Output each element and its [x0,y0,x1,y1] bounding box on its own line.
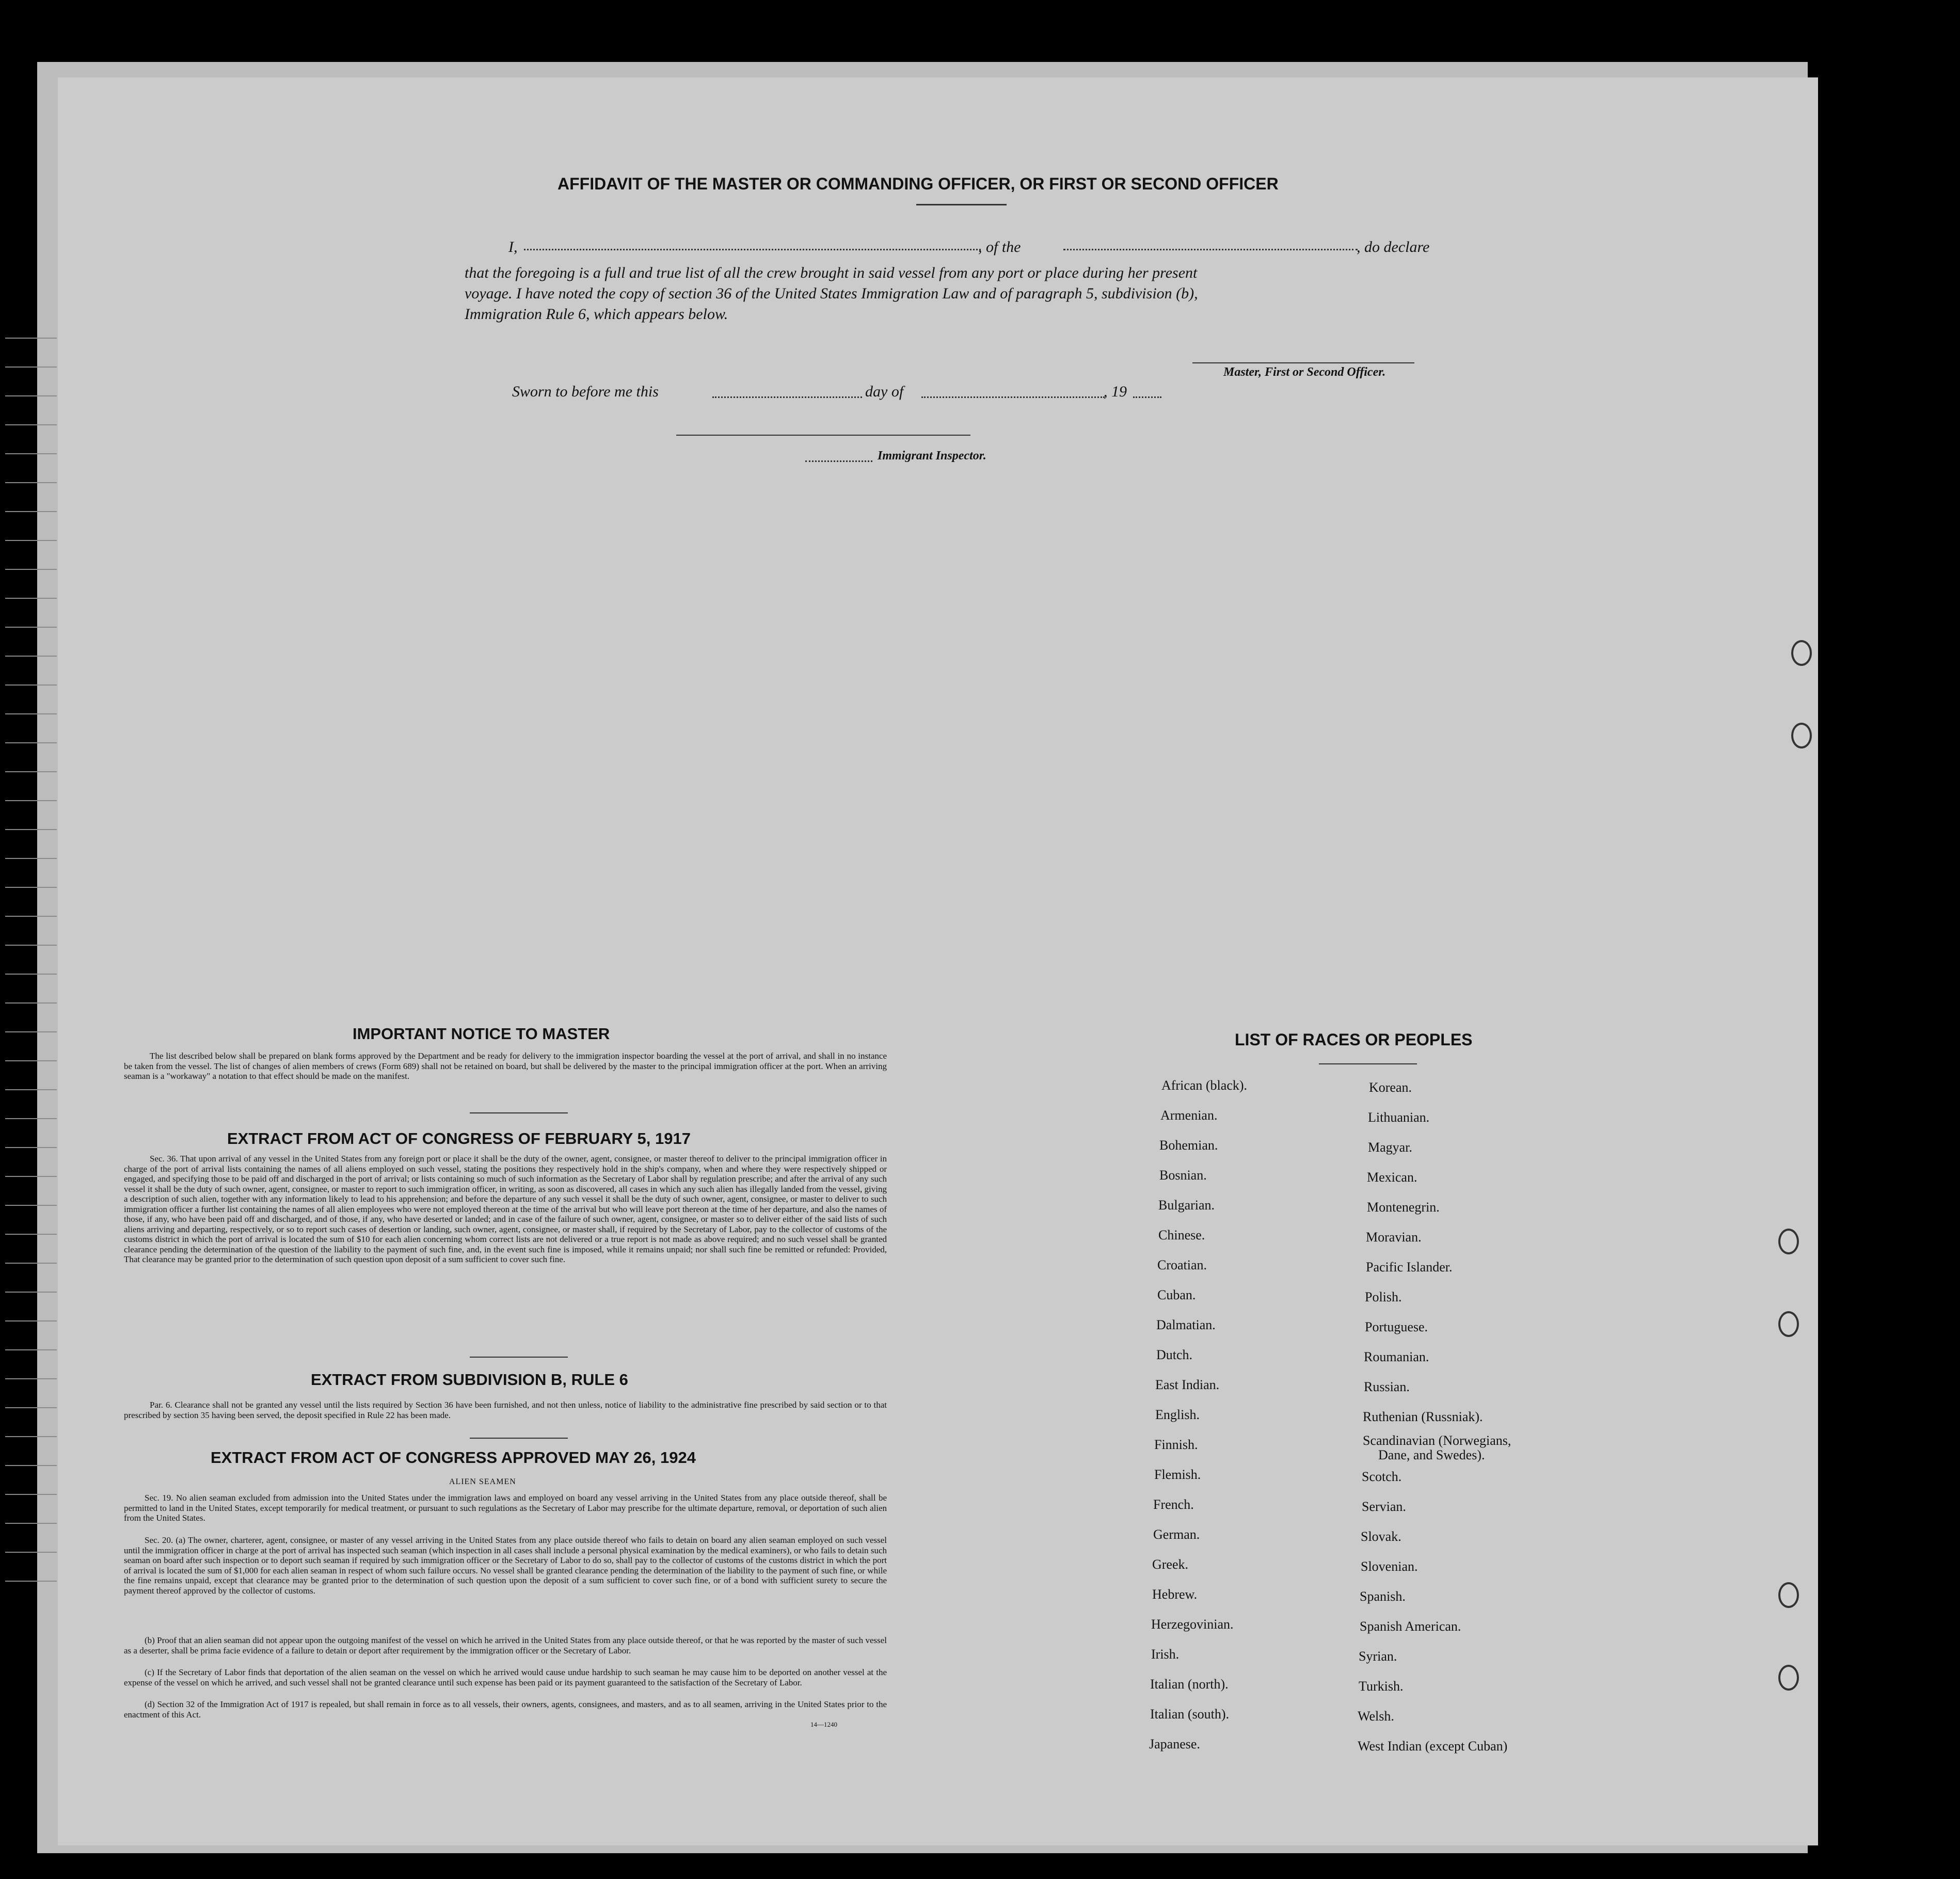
extract-rule6-title: EXTRACT FROM SUBDIVISION B, RULE 6 [311,1371,628,1389]
sworn-day-field[interactable] [712,396,862,398]
race-item: Armenian. [1160,1108,1218,1123]
section-rule [470,1112,568,1113]
name-field[interactable] [524,249,981,250]
race-item: Portuguese. [1365,1319,1428,1334]
race-item: Finnish. [1154,1437,1198,1452]
extract-1924-sec20d: (d) Section 32 of the Immigration Act of 1917 is repealed, but shall remain in force as to all vessels, their owners, agents, consignees, and masters, and as to all seamen, arriving in the United States prior to the enactment of this Act. [124,1699,887,1719]
punch-hole [1778,1665,1799,1691]
notice-body: The list described below shall be prepared on blank forms approved by the Department and be ready for delivery to the immigration inspector boarding the vessel at the port of arrival, and shall in no instance be taken from the vessel. The list of changes of alien members of crews (Form 689) shall not be retained on board, but shall be delivered by the master to the principal immigration officer at the port. When an arriving seaman is a "workaway" a notation to that effect should be made on the manifest. [124,1051,887,1081]
affidavit-text-line1: that the foregoing is a full and true list of all the crew brought in said vessel from any port or place during her present [465,264,1198,281]
race-item: Flemish. [1154,1467,1201,1482]
race-item: English. [1155,1407,1200,1422]
race-item: Spanish. [1360,1589,1406,1604]
race-item: Scandinavian (Norwegians, [1363,1433,1511,1448]
race-item: Croatian. [1157,1257,1207,1272]
race-item: Spanish American. [1360,1619,1461,1634]
race-item: African (black). [1161,1078,1248,1093]
affidavit-do-declare: , do declare [1357,238,1430,256]
sworn-label: Sworn to before me this [512,383,659,400]
extract-1924-sec20c: (c) If the Secretary of Labor finds that deportation of the alien seaman on the vessel on which he arrived would cause undue hardship to such seaman he may cause him to be deported on another vessel at the expense of the vessel on which he arrived, and such vessel shall not be granted clearance until such expense has been paid or its payment guaranteed to the satisfaction of the Secretary of Labor. [124,1667,887,1687]
races-title-rule [1319,1063,1417,1064]
races-title: LIST OF RACES OR PEOPLES [1235,1030,1473,1049]
affidavit-text-line2: voyage. I have noted the copy of section 36 of the United States Immigration Law and of paragraph 5, subdivision (b), [465,285,1198,302]
extract-1924-title: EXTRACT FROM ACT OF CONGRESS APPROVED MAY 26, 1924 [211,1448,696,1467]
race-item: Slovenian. [1361,1559,1418,1574]
affidavit-title: AFFIDAVIT OF THE MASTER OR COMMANDING OFFICER, OR FIRST OR SECOND OFFICER [557,174,1279,193]
race-item: Herzegovinian. [1151,1617,1234,1632]
race-item: West Indian (except Cuban) [1358,1739,1508,1754]
notice-title: IMPORTANT NOTICE TO MASTER [353,1025,610,1043]
extract-1917-title: EXTRACT FROM ACT OF CONGRESS OF FEBRUARY 5, 1917 [227,1129,691,1148]
section-rule [470,1438,568,1439]
punch-hole [1778,1229,1799,1254]
year-label: , 19 [1104,383,1127,400]
margin-lines [5,310,57,1600]
signature-field[interactable] [1192,362,1414,363]
race-item: Welsh. [1358,1709,1394,1724]
extract-1924-sec20b: (b) Proof that an alien seaman did not appear upon the outgoing manifest of the vessel on which he arrived in the United States from any place outside thereof, or that he was reported by the master of such vessel as a deserter, shall be prima facie evidence of a failure to detain or deport after requirement by the immigration officer or the Secretary of Labor. [124,1635,887,1655]
race-item: Slovak. [1361,1529,1401,1544]
race-item: Dalmatian. [1156,1317,1216,1332]
race-item: Roumanian. [1364,1349,1429,1364]
race-item: Hebrew. [1152,1587,1198,1602]
race-item: German. [1153,1527,1200,1542]
race-item: Japanese. [1149,1737,1200,1751]
race-item: Italian (north). [1150,1677,1229,1692]
race-item: Moravian. [1366,1230,1422,1245]
extract-1924-subtitle: ALIEN SEAMEN [449,1477,516,1486]
inspector-name-field[interactable] [805,460,872,462]
affidavit-of-the: , of the [978,238,1021,256]
day-of-label: day of [865,383,904,400]
vessel-field[interactable] [1063,249,1358,250]
affidavit-i-label: I, [508,238,518,256]
sworn-year-field[interactable] [1133,396,1161,398]
sworn-month-field[interactable] [921,396,1105,398]
race-item: Chinese. [1158,1228,1205,1243]
punch-hole [1778,1311,1799,1337]
inspector-signature-field[interactable] [676,435,970,436]
signature-label: Master, First or Second Officer. [1223,365,1386,379]
race-item: Mexican. [1367,1170,1417,1185]
extract-rule6-body: Par. 6. Clearance shall not be granted any vessel until the lists required by Section 36 have been furnished, and not then unless, notice of liability to the administrative fine prescribed by said section or to that prescribed by section 35 having been served, the deposit specified in Rule 22 has been made. [124,1400,887,1420]
section-rule [470,1357,568,1358]
race-item: Ruthenian (Russniak). [1363,1409,1483,1424]
race-item: Bosnian. [1159,1168,1207,1183]
race-item: Montenegrin. [1367,1200,1440,1215]
extract-1924-sec19: Sec. 19. No alien seaman excluded from admission into the United States under the immigration laws and employed on board any vessel arriving in the United States from any place outside thereof, shall be permitted to land in the United States, except temporarily for medical treatment, or pursuant to such regulations as the Secretary of Labor may prescribe for the ultimate departure, removal, or deportation of such alien from the United States. [124,1493,887,1523]
inspector-label: Immigrant Inspector. [878,449,986,463]
race-item: Irish. [1151,1647,1180,1662]
punch-hole [1791,640,1812,666]
race-item: Korean. [1369,1080,1412,1095]
punch-hole [1791,723,1812,749]
race-item: Greek. [1152,1557,1189,1572]
race-item: Lithuanian. [1368,1110,1430,1125]
extract-1917-body: Sec. 36. That upon arrival of any vessel in the United States from any foreign port or place it shall be the duty of the owner, agent, consignee, or master thereof to deliver to the principal immigration officer in charge of the port of arrival lists containing the names of all aliens employed on such vessel, stating the positions they respectively hold in the ship's company, when and where they were respectively shipped or engaged, and specifying those to be paid off and discharged in the port of arrival; or lists containing so much of such information as the Secretary of Labor shall by regulation prescribe; and after the arrival of any such vessel it shall be the duty of such owner, agent, consignee, or master to report to such immigration officer, in writing, as soon as discovered, all cases in which any such alien has illegally landed from the vessel, giving a description of such alien, together with any information likely to lead to his apprehension; and before the departure of any such vessel it shall be the duty of such owner, agent, consignee, or master to deliver to such immigration officer a further list containing the names of all alien employees who were not employed thereon at the time of the arrival but who will leave port thereon at the time of her departure, and also the names of those, if any, who have been paid off and discharged, and of those, if any, who have deserted or landed; and in case of the failure of such owner, agent, consignee, or master so to deliver either of the said lists of such aliens arriving and departing, respectively, or so to report such cases of desertion or landing, such owner, agent, consignee, or master shall, if required by the Secretary of Labor, pay to the collector of customs of the customs district in which the port of arrival is located the sum of $10 for each alien concerning whom correct lists are not delivered or a true report is not made as above required; and no such vessel shall be granted clearance pending the determination of the question of the liability to the payment of such fine, and, in the event such fine is imposed, while it remains unpaid; nor shall such fine be remitted or refunded: Provided, That clearance may be granted prior to the determination of such question upon deposit of a sum sufficient to cover such fine. [124,1154,887,1264]
extract-1924-sec20a: Sec. 20. (a) The owner, charterer, agent, consignee, or master of any vessel arriving in the United States from any place outside thereof who fails to detain on board any alien seaman employed on such vessel until the immigration officer in charge at the port of arrival has inspected such seaman (which inspection in all cases shall include a personal physical examination by the medical examiners), or who fails to detain such seaman on board after such inspection or to deport such seaman if required by such immigration officer or the Secretary of Labor to do so, shall pay to the collector of customs of the customs district in which the port of arrival is located the sum of $1,000 for each alien seaman in respect of whom such failure occurs. No vessel shall be granted clearance pending the determination of the liability to the payment of such fine, or while the fine remains unpaid, except that clearance may be granted prior to the determination of such question upon the deposit of a sum sufficient to cover such fine, or of a bond with sufficient surety to secure the payment thereof approved by the collector of customs. [124,1535,887,1596]
race-item: Italian (south). [1150,1707,1230,1722]
race-item: Russian. [1364,1379,1410,1394]
affidavit-text-line3: Immigration Rule 6, which appears below. [465,306,728,323]
race-item: Turkish. [1359,1679,1404,1694]
race-item: Pacific Islander. [1366,1260,1453,1275]
title-rule [916,204,1007,205]
race-item: French. [1153,1497,1194,1512]
punch-hole [1778,1582,1799,1608]
race-item: Bohemian. [1159,1138,1218,1153]
race-item: Cuban. [1157,1287,1196,1302]
race-item: Syrian. [1359,1649,1397,1664]
race-item: Servian. [1362,1499,1406,1514]
race-item: Magyar. [1368,1140,1412,1155]
race-item: Scotch. [1362,1469,1402,1484]
race-item: Bulgarian. [1158,1198,1215,1213]
race-item: East Indian. [1155,1377,1220,1392]
race-item: Polish. [1365,1289,1402,1304]
form-number: 14—1240 [810,1721,837,1728]
race-item: Dane, and Swedes). [1378,1447,1485,1462]
race-item: Dutch. [1156,1347,1193,1362]
